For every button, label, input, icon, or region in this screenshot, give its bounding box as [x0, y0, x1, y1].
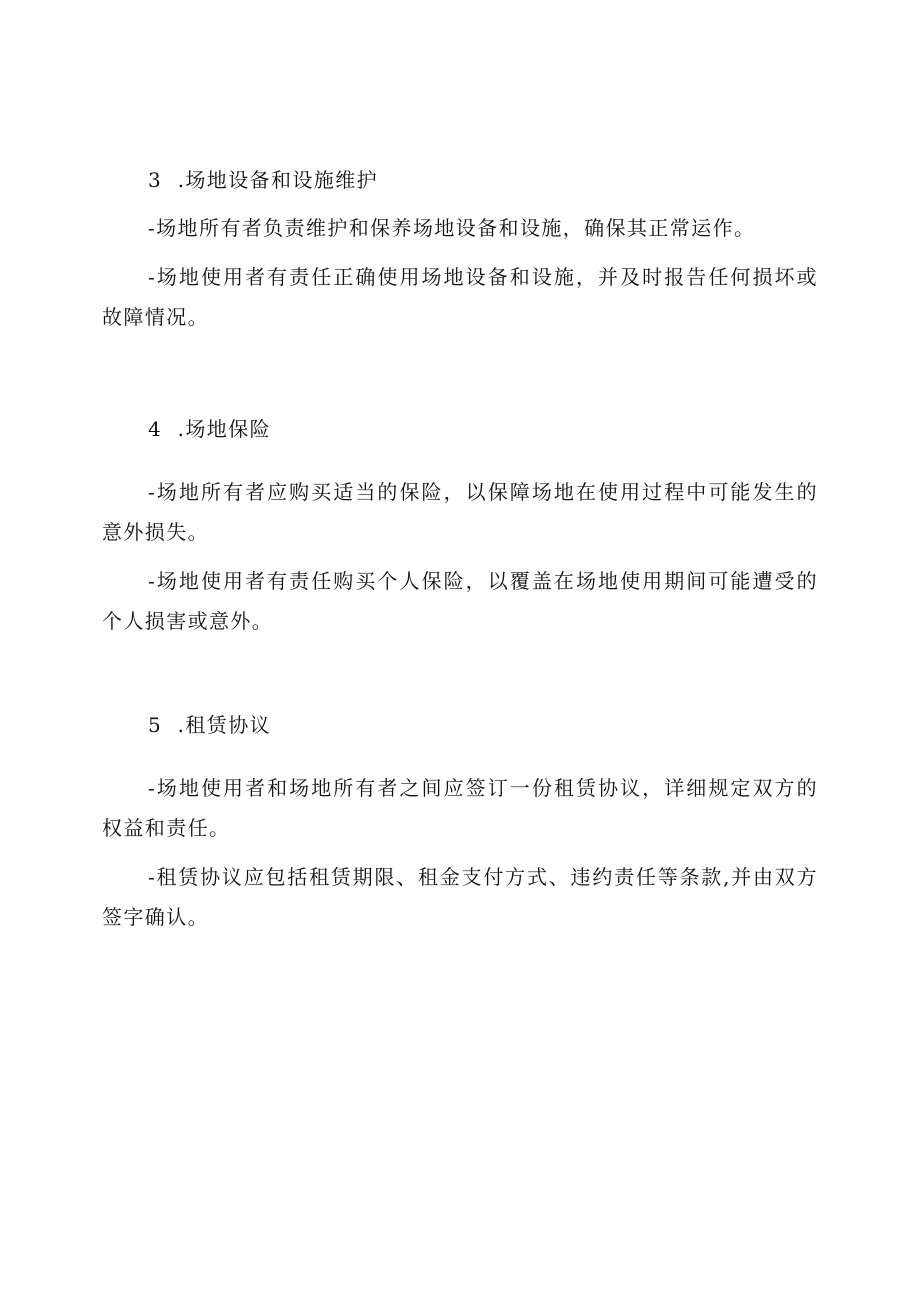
document-body — [102, 160, 818, 946]
section-lease-agreement — [102, 705, 818, 937]
section-spacer — [102, 346, 818, 409]
section-heading: 4 .场地保险 — [148, 417, 271, 441]
paragraph: -场地所有者负责维护和保养场地设备和设施，确保其正常运作。 — [148, 216, 756, 240]
paragraph: -租赁协议应包括租赁期限、租金支付方式、违约责任等条款,并由双方签字确认。 — [102, 865, 818, 929]
heading-spacer — [102, 745, 818, 768]
paragraph: -场地使用者有责任购买个人保险，以覆盖在场地使用期间可能遭受的个人损害或意外。 — [102, 569, 818, 633]
section-venue-insurance — [102, 409, 818, 641]
paragraph: -场地使用者和场地所有者之间应签订一份租赁协议，详细规定双方的权益和责任。 — [102, 776, 818, 840]
section-spacer — [102, 650, 818, 705]
paragraph: -场地使用者有责任正确使用场地设备和设施，并及时报告任何损坏或故障情况。 — [102, 265, 818, 329]
section-heading: 5 .租赁协议 — [148, 713, 271, 737]
section-heading: 3 .场地设备和设施维护 — [148, 168, 378, 192]
paragraph: -场地所有者应购买适当的保险，以保障场地在使用过程中可能发生的意外损失。 — [102, 480, 818, 544]
section-equipment-maintenance — [102, 160, 818, 337]
heading-spacer — [102, 449, 818, 472]
